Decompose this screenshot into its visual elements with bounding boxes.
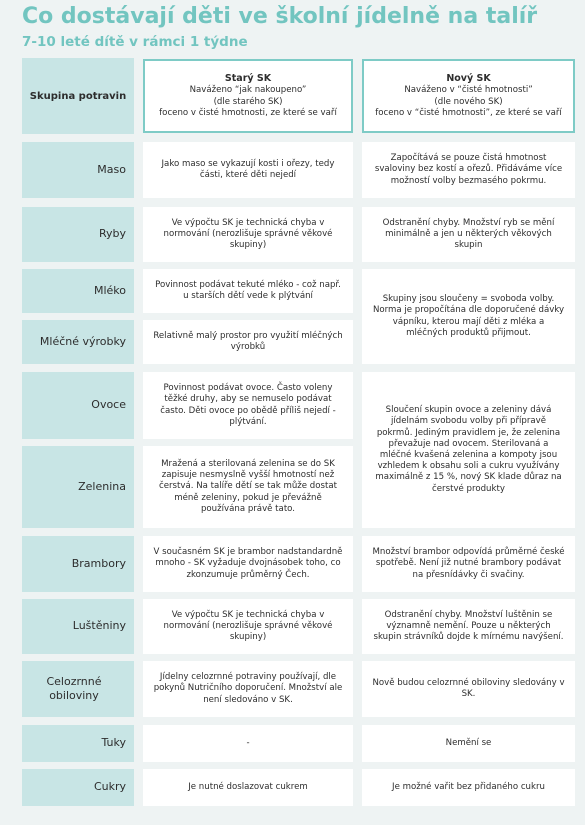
new-cell-lusteniny: Odstranění chyby. Množství luštěnin se významně nemění. Pouze u některých skupin strávníků dojde k mírnému navýšení. <box>362 599 575 654</box>
new-cell-brambory: Množství brambor odpovídá průměrné české spotřebě. Není již nutné brambory podávat na přesnídávky či svačiny. <box>362 536 575 592</box>
row-label-brambory: Brambory <box>22 536 134 592</box>
old-sk-line2: (dle starého SK) <box>213 96 283 107</box>
new-cell-tuky: Nemění se <box>362 725 575 762</box>
new-sk-line1: Naváženo v “čisté hmotnosti” <box>404 85 533 96</box>
row-label-mlecne-vyrobky: Mléčné výrobky <box>22 320 134 364</box>
row-label-ovoce: Ovoce <box>22 372 134 439</box>
new-cell-cukry: Je možné vařit bez přidaného cukru <box>362 769 575 806</box>
new-cell-maso: Započítává se pouze čistá hmotnost svaloviny bez kostí a ořezů. Přidáváme více možností volby bezmasého pokrmu. <box>362 142 575 198</box>
row-label-lusteniny: Luštěniny <box>22 599 134 654</box>
old-cell-maso: Jako maso se vykazují kosti i ořezy, tedy části, které děti nejedí <box>143 142 353 198</box>
old-cell-mleko: Povinnost podávat tekuté mléko - což např. u starších dětí vede k plýtvání <box>143 269 353 313</box>
row-label-mleko: Mléko <box>22 269 134 313</box>
row-label-tuky: Tuky <box>22 725 134 762</box>
new-cell-dairy-merged: Skupiny jsou sloučeny = svoboda volby. Norma je propočítána dle doporučené dávky vápníku, kterou mají děti z mléka a mléčných produktů přijmout. <box>362 269 575 364</box>
row-label-cukry: Cukry <box>22 769 134 806</box>
label-column-header: Skupina potravin <box>22 58 134 134</box>
old-cell-ovoce: Povinnost podávat ovoce. Často voleny těžké druhy, aby se nemuselo podávat často. Děti ovoce po obědě příliš nejedí - plýtvání. <box>143 372 353 439</box>
new-cell-fruitveg-merged: Sloučení skupin ovoce a zeleniny dává jídelnám svobodu volby při přípravě pokrmů. Jediným pravidlem je, že zelenina převažuje nad ovocem. Sterilovaná a mléčné kvašená zelenina a kompoty jsou vzhledem k obsahu soli a cukru využívány maximálně z 15 %, nový SK klade důraz na čerstvé produkty <box>362 372 575 528</box>
old-sk-line1: Naváženo “jak nakoupeno” <box>189 85 307 96</box>
new-sk-title: Nový SK <box>446 73 491 85</box>
page-subtitle: 7-10 leté dítě v rámci 1 týdne <box>22 34 248 50</box>
new-sk-line2: (dle nového SK) <box>434 96 503 107</box>
row-label-zelenina: Zelenina <box>22 446 134 528</box>
old-cell-brambory: V současném SK je brambor nadstandardně mnoho - SK vyžaduje dvojnásobek toho, co zkonzumuje průměrný Čech. <box>143 536 353 592</box>
page-title: Co dostávají děti ve školní jídelně na talíř <box>22 4 538 29</box>
row-label-ryby: Ryby <box>22 207 134 262</box>
old-cell-cukry: Je nutné doslazovat cukrem <box>143 769 353 806</box>
new-cell-ryby: Odstranění chyby. Množství ryb se mění minimálně a jen u některých věkových skupin <box>362 207 575 262</box>
old-cell-tuky: - <box>143 725 353 762</box>
old-sk-column-header <box>143 59 353 133</box>
old-cell-ryby: Ve výpočtu SK je technická chyba v normování (nerozlišuje správné věkové skupiny) <box>143 207 353 262</box>
old-cell-lusteniny: Ve výpočtu SK je technická chyba v normování (nerozlišuje správné věkové skupiny) <box>143 599 353 654</box>
new-sk-column-header <box>362 59 575 133</box>
row-label-maso: Maso <box>22 142 134 198</box>
old-cell-celozrnne-obiloviny: Jídelny celozrnné potraviny používají, dle pokynů Nutričního doporučení. Množství ale není sledováno v SK. <box>143 661 353 717</box>
old-sk-line3: foceno v čisté hmotnosti, ze které se vaří <box>159 107 337 118</box>
old-cell-mlecne-vyrobky: Relativně malý prostor pro využití mléčných výrobků <box>143 320 353 364</box>
old-sk-title: Starý SK <box>224 73 272 85</box>
new-sk-line3: foceno v “čisté hmotnosti”, ze které se vaří <box>375 107 562 118</box>
row-label-celozrnne-obiloviny: Celozrnné obiloviny <box>22 661 134 717</box>
new-cell-celozrnne-obiloviny: Nově budou celozrnné obiloviny sledovány v SK. <box>362 661 575 717</box>
old-cell-zelenina: Mražená a sterilovaná zelenina se do SK zapisuje nesmyslně vyšší hmotností než čerstvá. Na talíře dětí se tak může dostat méně zeleniny, pokud je převážně používána právě tato. <box>143 446 353 528</box>
